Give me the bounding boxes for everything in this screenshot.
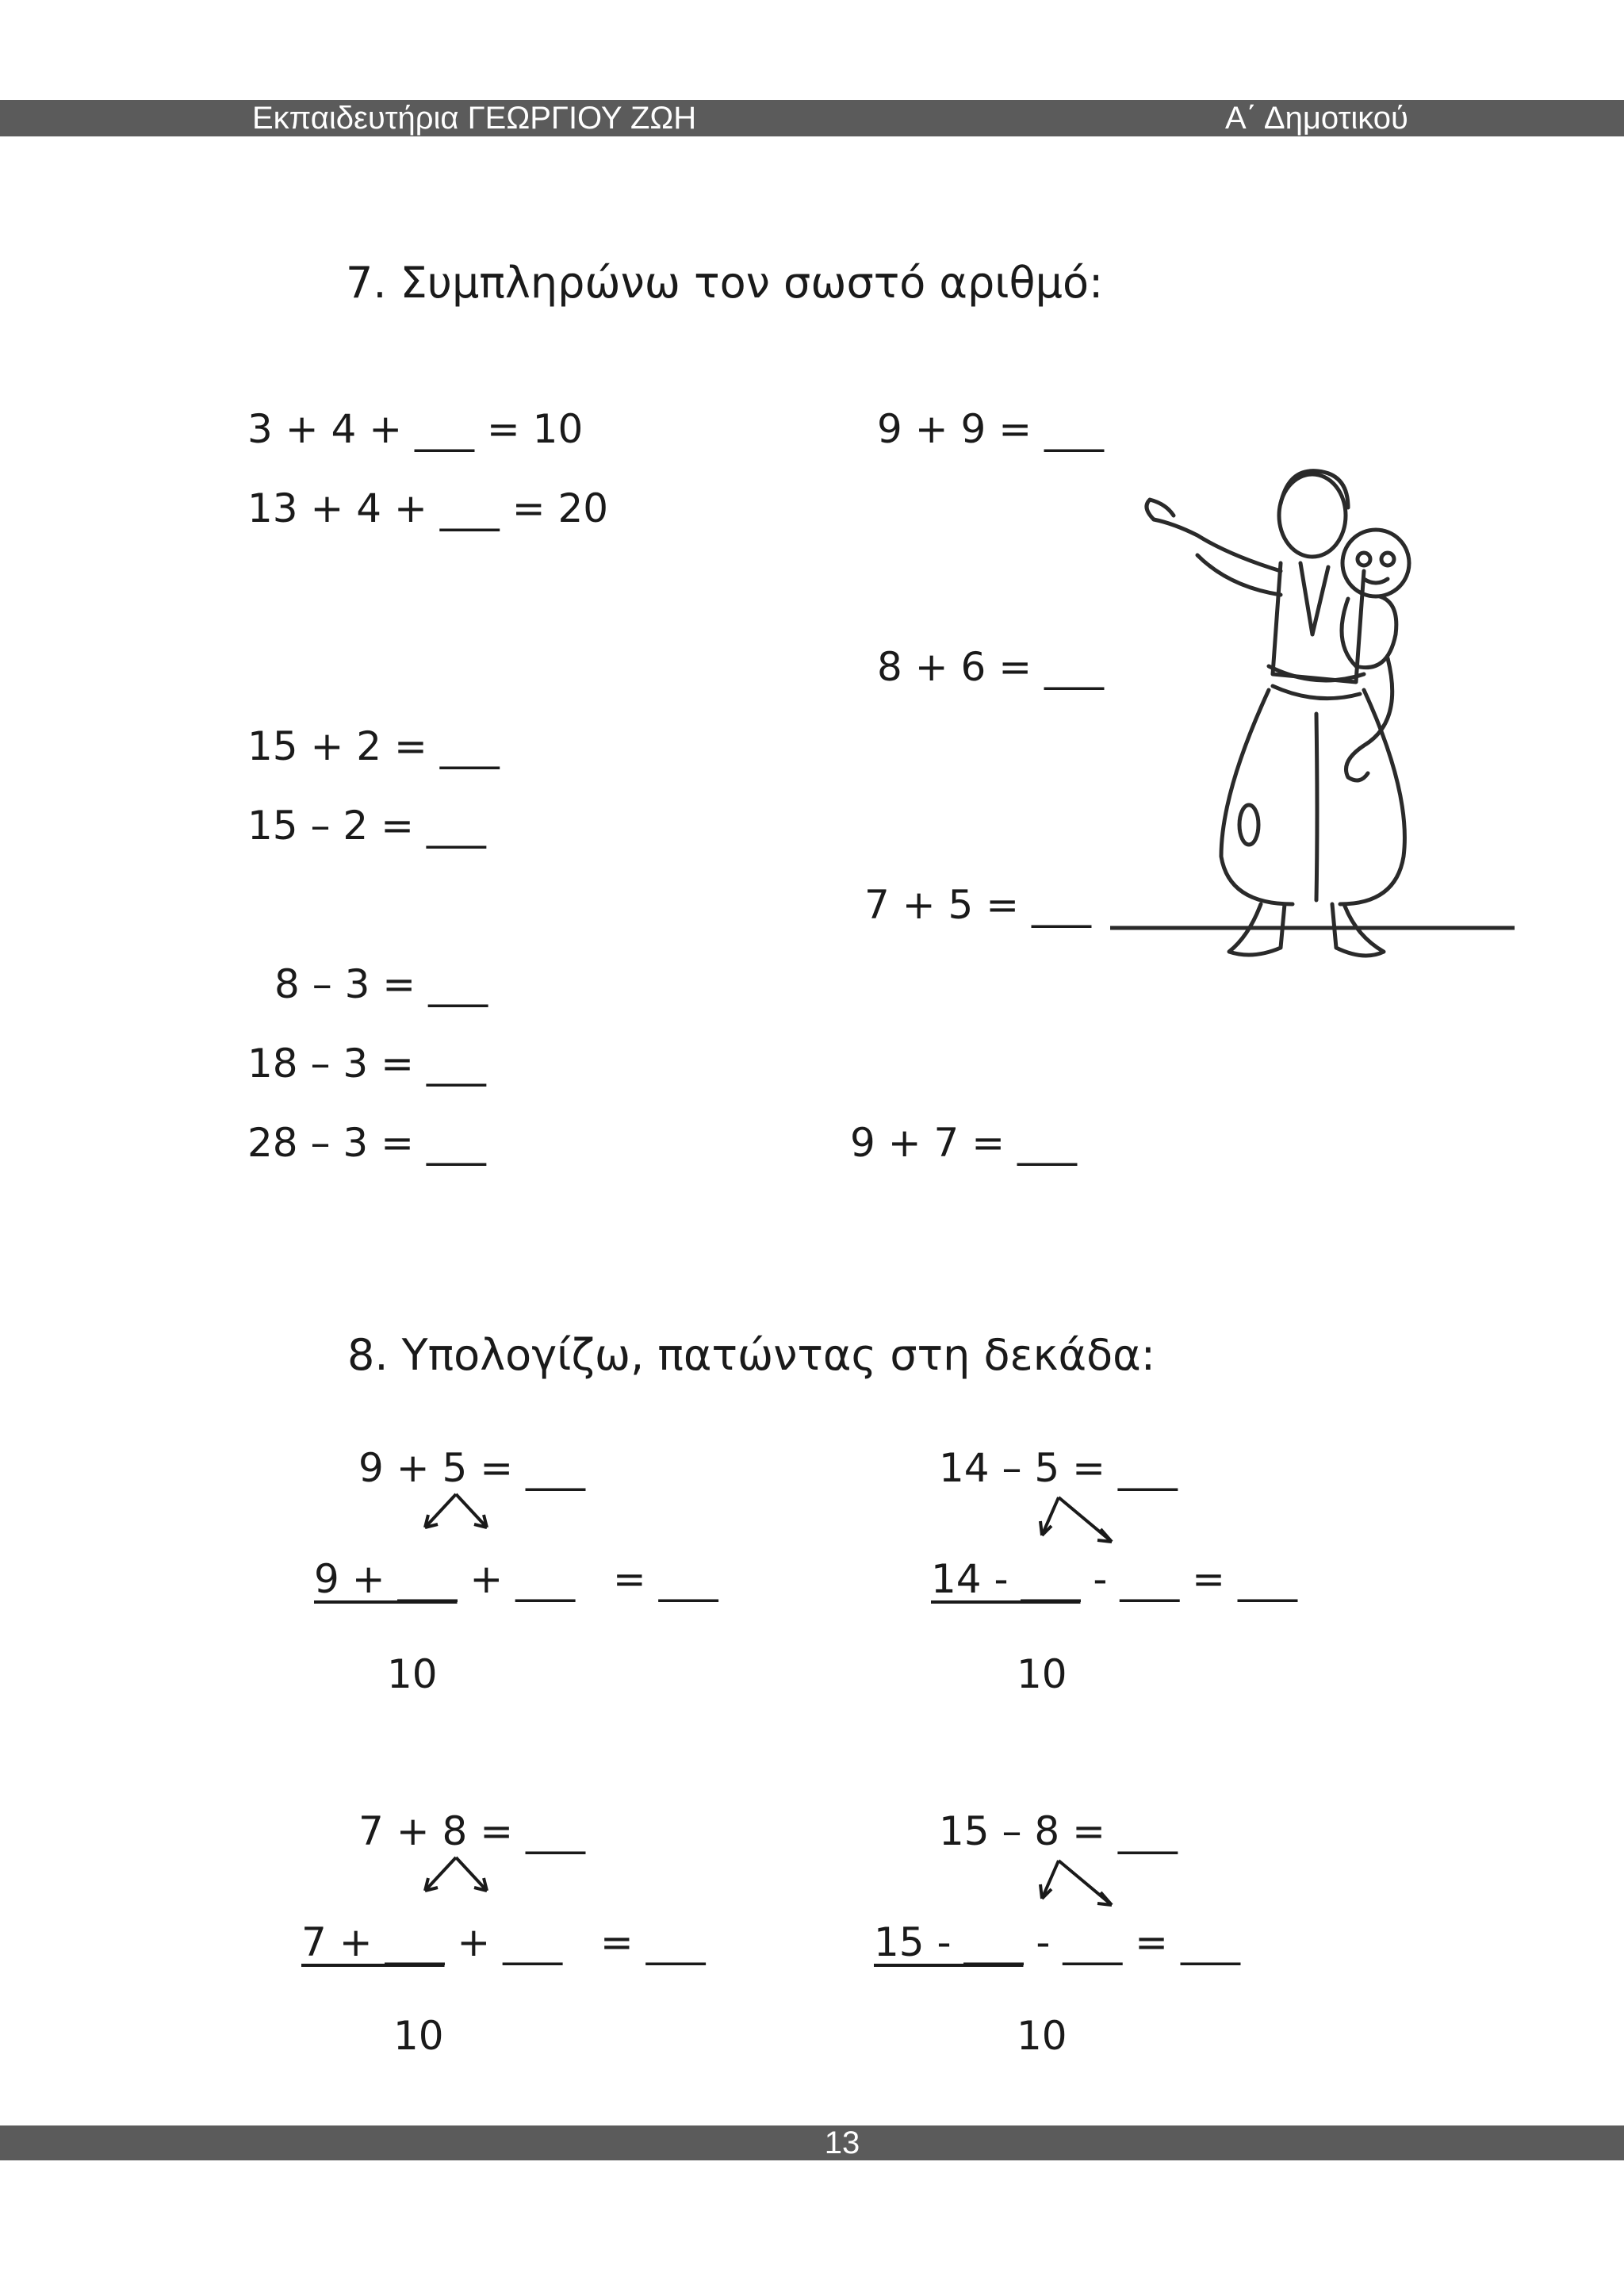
bridge-line [874, 1919, 1240, 1965]
equation: 3 + 4 + ___ = 10 [247, 406, 584, 452]
genie-with-monkey-illustration [1110, 460, 1515, 999]
problem-equation: 7 + 8 = ___ [358, 1808, 585, 1854]
equation: 18 – 3 = ___ [247, 1041, 486, 1087]
ten-label: 10 [393, 2013, 444, 2059]
split-arrows [1031, 1857, 1118, 1913]
bridge-line [931, 1556, 1297, 1602]
underlined-part: 9 + ___ [314, 1556, 458, 1602]
exercise-8-heading: 8. Υπολογίζω, πατώντας στη δεκάδα: [347, 1330, 1155, 1380]
equation: 13 + 4 + ___ = 20 [247, 485, 609, 531]
bridge-line [301, 1919, 706, 1965]
split-arrows [1031, 1494, 1118, 1550]
exercise-7-heading: 7. Συμπληρώνω τον σωστό αριθμό: [346, 258, 1104, 308]
equation: 8 – 3 = ___ [274, 961, 488, 1007]
rest-part: - ___ = ___ [1023, 1919, 1240, 1965]
equation: 9 + 7 = ___ [850, 1120, 1077, 1166]
split-arrows [420, 1854, 492, 1902]
equation: 7 + 5 = ___ [864, 882, 1091, 928]
problem-equation: 9 + 5 = ___ [358, 1445, 585, 1491]
footer-bar [0, 2125, 1624, 2160]
problem-equation: 15 – 8 = ___ [939, 1808, 1178, 1854]
school-name: Εκπαιδευτήρια ΓΕΩΡΓΙΟΥ ΖΩΗ [252, 101, 697, 136]
grade-label: Α΄ Δημοτικού [1225, 101, 1408, 136]
rest-part: + ___ = ___ [457, 1556, 718, 1602]
underlined-part: 14 - ___ [931, 1556, 1081, 1602]
equation: 9 + 9 = ___ [877, 406, 1104, 452]
header-bar [0, 100, 1624, 136]
ten-label: 10 [1017, 2013, 1067, 2059]
problem-equation: 14 – 5 = ___ [939, 1445, 1178, 1491]
rest-part: - ___ = ___ [1080, 1556, 1297, 1602]
split-arrows [420, 1491, 492, 1539]
rest-part: + ___ = ___ [444, 1919, 706, 1965]
equation: 15 – 2 = ___ [247, 803, 486, 849]
underlined-part: 15 - ___ [874, 1919, 1024, 1965]
page-number: 13 [824, 2125, 860, 2160]
equation: 15 + 2 = ___ [247, 723, 500, 769]
equation: 28 – 3 = ___ [247, 1120, 486, 1166]
bridge-line [314, 1556, 718, 1602]
ten-label: 10 [387, 1651, 438, 1697]
ten-label: 10 [1017, 1651, 1067, 1697]
equation: 8 + 6 = ___ [877, 644, 1104, 690]
underlined-part: 7 + ___ [301, 1919, 445, 1965]
